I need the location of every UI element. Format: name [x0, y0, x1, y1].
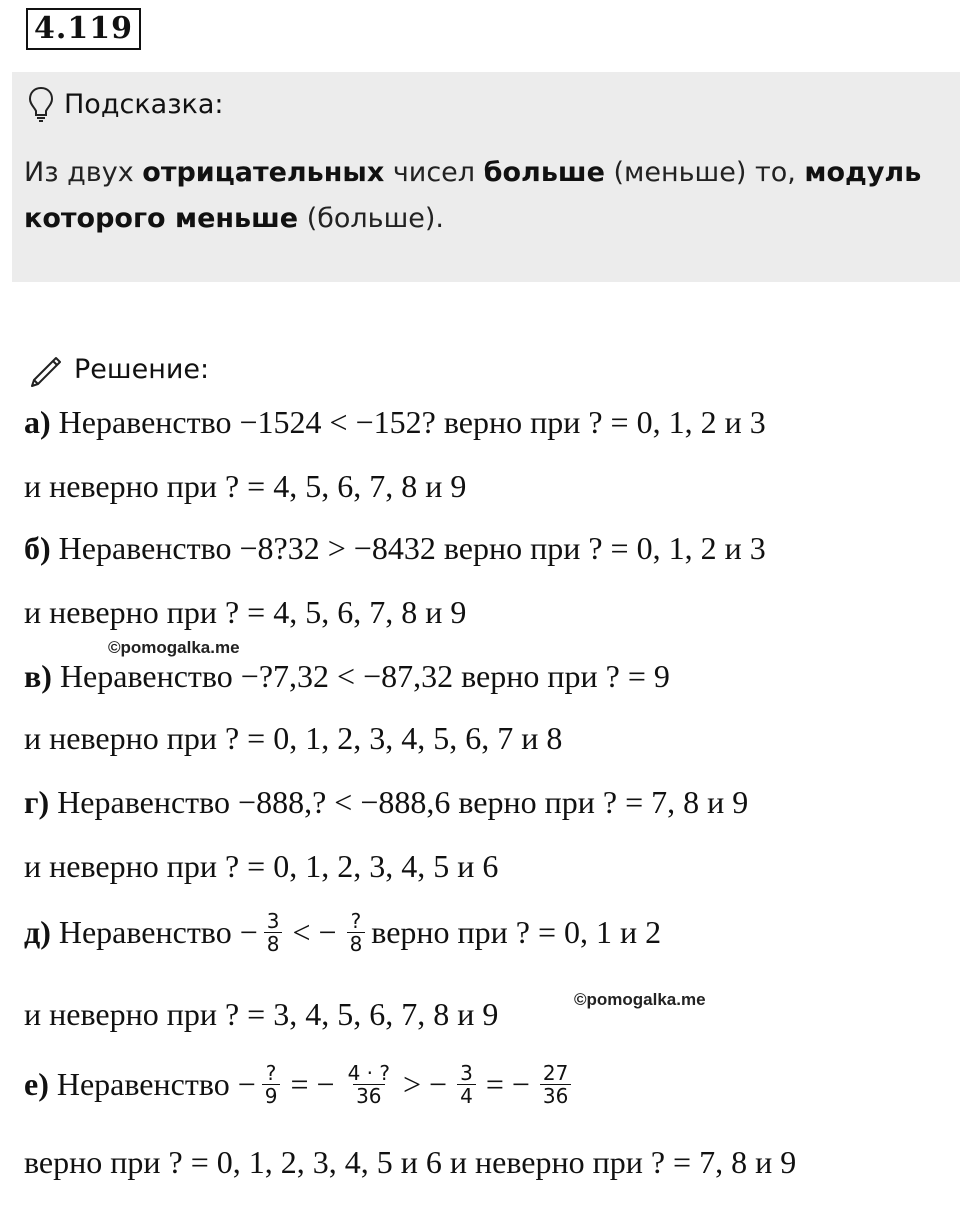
- item-label: е): [24, 1066, 49, 1102]
- solution-v-line2: и неверно при ? = 0, 1, 2, 3, 4, 5, 6, 7 и 8: [24, 720, 563, 756]
- solution-e-line2: верно при ? = 0, 1, 2, 3, 4, 5 и 6 и неверно при ? = 7, 8 и 9: [24, 1144, 797, 1180]
- hint-text: [24, 150, 944, 242]
- fraction-numerator: 3: [460, 1061, 473, 1085]
- fraction-numerator: 4 · ?: [347, 1061, 390, 1085]
- fraction-denominator: 36: [353, 1084, 384, 1107]
- fraction-numerator: 3: [266, 909, 280, 933]
- solution-e-line1: [24, 1062, 577, 1107]
- fraction: [264, 910, 283, 955]
- fraction-denominator: 4: [457, 1084, 476, 1107]
- item-label: д): [24, 914, 51, 950]
- item-text: Неравенство −?7,32 < −87,32 верно при ? = 9: [59, 658, 670, 694]
- hint-text-part: (больше).: [298, 203, 444, 234]
- item-text: Неравенство −8?32 > −8432 верно при ? = 0, 1, 2 и 3: [58, 530, 766, 566]
- solution-g-line1: [24, 784, 748, 821]
- hint-text-part: (меньше) то,: [604, 157, 805, 188]
- hint-text-part: чисел: [384, 157, 484, 188]
- solution-d-line1: [24, 910, 661, 955]
- solution-a-line1: [24, 404, 766, 441]
- item-text: Неравенство −888,? < −888,6 верно при ? = 7, 8 и 9: [57, 784, 749, 820]
- hint-text-part: Из двух: [24, 157, 143, 188]
- hint-text-bold: больше: [483, 157, 605, 188]
- fraction: [540, 1062, 571, 1107]
- solution-a-line2: и неверно при ? = 4, 5, 6, 7, 8 и 9: [24, 468, 467, 504]
- hint-text-bold: отрицательных: [142, 157, 385, 188]
- item-text: < −: [292, 914, 337, 950]
- watermark: ©pomogalka.me: [574, 990, 706, 1009]
- item-text: Неравенство −1524 < −152? верно при ? = 0, 1, 2 и 3: [58, 404, 766, 440]
- fraction-denominator: 8: [264, 932, 283, 955]
- fraction: [262, 1062, 281, 1107]
- fraction-numerator: 27: [542, 1061, 569, 1085]
- item-label: а): [24, 404, 51, 440]
- watermark: ©pomogalka.me: [108, 638, 240, 657]
- item-text: = −: [485, 1066, 530, 1102]
- lightbulb-icon: [28, 86, 54, 122]
- hint-text-bold: которого меньше: [24, 203, 299, 234]
- problem-number: 4.119: [26, 8, 141, 50]
- item-text: > −: [403, 1066, 448, 1102]
- hint-title-label: Подсказка:: [64, 88, 224, 120]
- item-text: Неравенство −: [56, 1066, 256, 1102]
- fraction: [347, 910, 366, 955]
- item-text: = −: [290, 1066, 335, 1102]
- fraction: [457, 1062, 476, 1107]
- solution-v-line1: [24, 658, 670, 695]
- solution-title: [28, 350, 209, 388]
- hint-text-bold: модуль: [804, 157, 922, 188]
- solution-d-line2: и неверно при ? = 3, 4, 5, 6, 7, 8 и 9: [24, 996, 499, 1032]
- fraction-numerator: ?: [350, 909, 362, 933]
- solution-title-label: Решение:: [74, 353, 210, 385]
- item-text: Неравенство −: [58, 914, 258, 950]
- item-label: г): [24, 784, 50, 820]
- item-label: в): [24, 658, 52, 694]
- solution-b-line2: и неверно при ? = 4, 5, 6, 7, 8 и 9: [24, 594, 467, 630]
- item-text: верно при ? = 0, 1 и 2: [371, 914, 662, 950]
- fraction-numerator: ?: [265, 1061, 277, 1085]
- hint-title: [28, 86, 224, 122]
- fraction-denominator: 8: [347, 932, 366, 955]
- fraction: [345, 1062, 393, 1107]
- solution-b-line1: [24, 530, 766, 567]
- solution-g-line2: и неверно при ? = 0, 1, 2, 3, 4, 5 и 6: [24, 848, 499, 884]
- fraction-denominator: 9: [262, 1084, 281, 1107]
- item-label: б): [24, 530, 51, 566]
- pencil-icon: [28, 350, 66, 388]
- fraction-denominator: 36: [540, 1084, 571, 1107]
